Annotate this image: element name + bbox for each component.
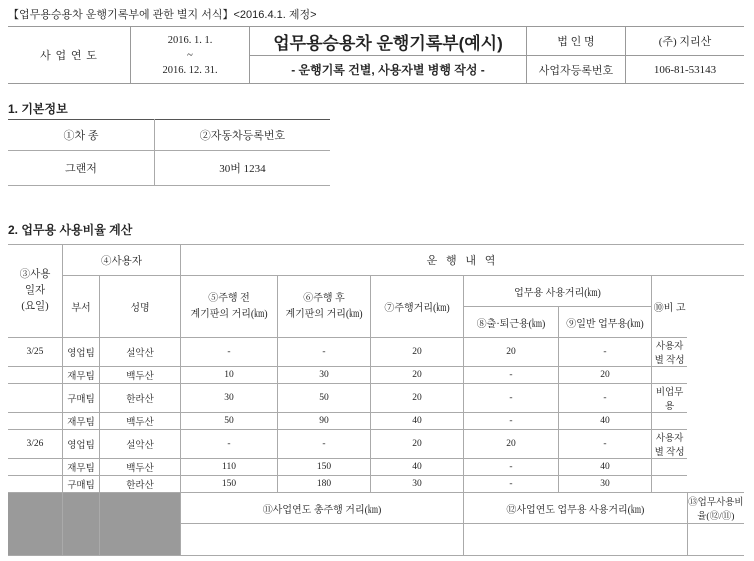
cell-date (8, 476, 63, 493)
car-type-header: ①차 종 (8, 120, 155, 151)
corp-label: 법 인 명 (527, 27, 626, 56)
usage-ratio-table (8, 244, 744, 556)
cell-name: 설악산 (100, 338, 181, 367)
car-type-value: 그랜저 (8, 151, 155, 186)
period-end: 2016. 12. 31. (162, 64, 218, 76)
cell-remarks (652, 476, 688, 493)
cell-before: - (181, 430, 278, 459)
document-heading: 【업무용승용차 운행기록부에 관한 별지 서식】<2016.4.1. 제정> (8, 9, 317, 21)
cell-name: 백두산 (100, 459, 181, 476)
user-header: ④사용자 (63, 245, 181, 276)
cell-remarks: 사용자별 작성 (652, 430, 688, 459)
cell-name: 한라산 (100, 384, 181, 413)
cell-dept: 재무팀 (63, 459, 100, 476)
section1-title: 1. 기본정보 (8, 102, 68, 116)
cell-general: 30 (559, 476, 652, 493)
subtitle: - 운행기록 건별, 사용자별 병행 작성 - (250, 56, 527, 84)
cell-distance: 40 (371, 459, 464, 476)
usage-rows (8, 338, 744, 493)
table-row (8, 338, 744, 367)
table-row (8, 459, 744, 476)
cell-dept: 재무팀 (63, 367, 100, 384)
total-distance-value (181, 524, 464, 556)
date-header: ③사용 일자 (요일) (8, 245, 63, 338)
cell-commute: - (464, 476, 559, 493)
car-reg-header: ②자동차등록번호 (155, 120, 331, 151)
fiscal-year-label: 사 업 연 도 (8, 27, 131, 84)
cell-commute: 20 (464, 338, 559, 367)
table-row (8, 367, 744, 384)
cell-commute: - (464, 384, 559, 413)
before-odometer-header: ⑤주행 전 계기판의 거리(㎞) (181, 276, 278, 338)
cell-general: - (559, 338, 652, 367)
cell-after: 30 (278, 367, 371, 384)
cell-dept: 영업팀 (63, 430, 100, 459)
cell-name: 설악산 (100, 430, 181, 459)
car-reg-value: 30버 1234 (155, 151, 331, 186)
cell-after: - (278, 338, 371, 367)
gray-cell-date (8, 493, 63, 556)
cell-before: 150 (181, 476, 278, 493)
cell-general: 40 (559, 459, 652, 476)
cell-distance: 20 (371, 338, 464, 367)
cell-after: 150 (278, 459, 371, 476)
cell-distance: 20 (371, 430, 464, 459)
cell-after: 90 (278, 413, 371, 430)
cell-date (8, 459, 63, 476)
gray-cell-name (100, 493, 181, 556)
cell-date (8, 367, 63, 384)
usage-ratio-value (687, 524, 744, 556)
cell-general: 40 (559, 413, 652, 430)
business-distance-header: 업무용 사용거리(㎞) (464, 276, 652, 307)
driving-details-header: 운 행 내 역 (181, 245, 745, 276)
cell-date: 3/25 (8, 338, 63, 367)
cell-remarks (652, 367, 688, 384)
cell-before: - (181, 338, 278, 367)
table-row (8, 413, 744, 430)
usage-ratio-label: ⑬업무사용비율(⑫/⑪) (687, 493, 744, 524)
cell-before: 10 (181, 367, 278, 384)
section2-title: 2. 업무용 사용비율 계산 (8, 223, 133, 237)
header-table (8, 26, 744, 84)
cell-general: 20 (559, 367, 652, 384)
cell-after: 50 (278, 384, 371, 413)
cell-date: 3/26 (8, 430, 63, 459)
cell-before: 30 (181, 384, 278, 413)
cell-name: 한라산 (100, 476, 181, 493)
name-header: 성명 (100, 276, 181, 338)
basic-info-table (8, 119, 330, 186)
cell-dept: 구매팀 (63, 384, 100, 413)
remarks-header: ⑩비 고 (652, 276, 688, 338)
general-business-header: ⑨일반 업무용(㎞) (559, 307, 652, 338)
cell-remarks: 비업무용 (652, 384, 688, 413)
biz-reg-value: 106-81-53143 (626, 56, 745, 84)
cell-remarks: 사용자별 작성 (652, 338, 688, 367)
cell-name: 백두산 (100, 413, 181, 430)
cell-distance: 20 (371, 384, 464, 413)
after-odometer-header: ⑥주행 후 계기판의 거리(㎞) (278, 276, 371, 338)
cell-commute: - (464, 413, 559, 430)
corp-value: (주) 지리산 (626, 27, 745, 56)
total-distance-label: ⑪사업연도 총주행 거리(㎞) (181, 493, 464, 524)
cell-remarks (652, 413, 688, 430)
period-tilde: ~ (187, 49, 193, 61)
dept-header: 부서 (63, 276, 100, 338)
cell-before: 110 (181, 459, 278, 476)
gray-cell-dept (63, 493, 100, 556)
distance-header: ⑦주행거리(㎞) (371, 276, 464, 338)
cell-after: 180 (278, 476, 371, 493)
cell-date (8, 413, 63, 430)
table-row (8, 384, 744, 413)
commute-header: ⑧출·퇴근용(㎞) (464, 307, 559, 338)
fiscal-period (131, 27, 250, 84)
total-business-label: ⑫사업연도 업무용 사용거리(㎞) (464, 493, 688, 524)
cell-general: - (559, 384, 652, 413)
cell-distance: 40 (371, 413, 464, 430)
cell-commute: - (464, 459, 559, 476)
cell-before: 50 (181, 413, 278, 430)
table-row (8, 430, 744, 459)
table-row (8, 476, 744, 493)
cell-dept: 구매팀 (63, 476, 100, 493)
cell-remarks (652, 459, 688, 476)
main-title: 업무용승용차 운행기록부(예시) (250, 27, 527, 56)
cell-distance: 30 (371, 476, 464, 493)
cell-date (8, 384, 63, 413)
biz-reg-label: 사업자등록번호 (527, 56, 626, 84)
cell-distance: 20 (371, 367, 464, 384)
period-start: 2016. 1. 1. (167, 34, 213, 46)
cell-dept: 영업팀 (63, 338, 100, 367)
cell-commute: - (464, 367, 559, 384)
cell-general: - (559, 430, 652, 459)
total-business-value (464, 524, 688, 556)
cell-after: - (278, 430, 371, 459)
cell-name: 백두산 (100, 367, 181, 384)
cell-dept: 재무팀 (63, 413, 100, 430)
cell-commute: 20 (464, 430, 559, 459)
